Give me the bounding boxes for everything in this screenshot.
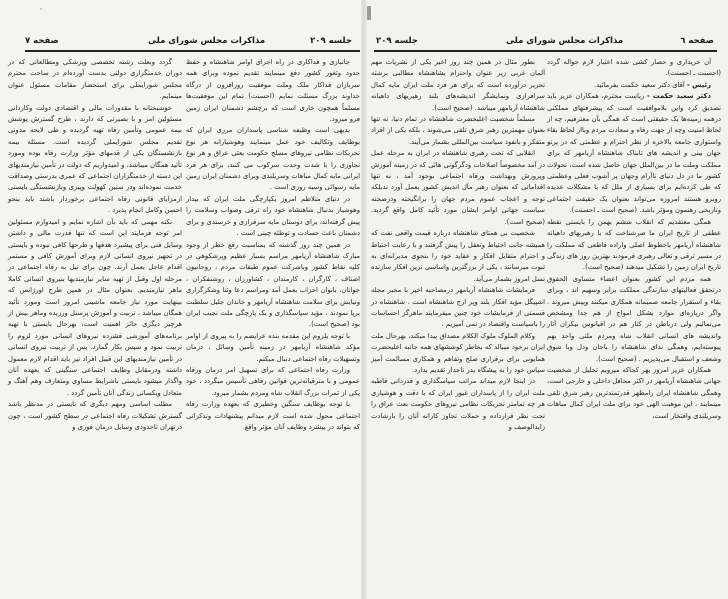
- session-number: جلسه ۲۰۹: [310, 36, 352, 46]
- paragraph-text: جانبازی و فداکاری در راه اجرای اوامر شاهنشاه و حفظ حدود وثغور کشور دفع مینمایند تقدیم نموده وبرای همه سربازان فداکار ملک وملت موفقیت روزافزون از درگاه خداوند بزرگ مسئلت نمایم (احسنت) تمام این موفقیت‌ها مسلماً همچون خاری است که برچشم دشمنان ایران زمین فرو میرود.: [186, 58, 360, 124]
- page-header: [0, 36, 364, 50]
- scan-speck: [367, 6, 371, 20]
- paragraph: [547, 91, 721, 216]
- paragraph-text: فرمایشات شاهنشاه آریامهر درمصاحبه اخیر با مخبر مجله اشپیگل مؤید افکار بلند وپر ارج شاهنشاه است . شاهنشاه در قسمتی از فرمایشات خود چنین میفرمایند ماهرگز احساسات را باسیاست واقتصاد در نمی آمیزیم .: [371, 286, 545, 329]
- paragraph-text: خوشبختانه با مقدورات مالی و اقتصادی دولت وکاردانی مسئولین امر و با بصیرتی که دارند ، طرح گسترش پوشش بیمه عمومی وتأمین رفاه تهیه گردیده و طی لایحه مدونی تقدیم مجلس شورایملی گردیده است. مسئله بیمه بازنشستگان یکی از قدمهای مؤثر وزارت رفاه بوده ومورد تأئید همگان میباشد، و امیدواریم که دولت در تأمین نیازمندیهای این دسته از خدمتگزاران اجتماعی که عمری بدرستی وصداقت خدمت نموده‌اند ودر سنین کهولت وپیری وبازنشستگی بایستی ازمزایای قانونی رفاه اجتماعی برخوردار باشند باید بنحو احسن وکامل انجام پذیرد .: [8, 103, 182, 215]
- page-gutter: [361, 0, 367, 599]
- paragraph: [371, 376, 545, 433]
- publication-title: مذاکرات مجلس شورای ملی: [148, 36, 266, 46]
- header-rule: [374, 50, 717, 52]
- page-number: صفحه ۷: [25, 36, 59, 46]
- paragraph: [371, 285, 545, 331]
- session-number: جلسه ۲۰۹: [376, 36, 418, 46]
- paragraph-text: گردد وبعلت رشته تخصصی وپزشکی ومطالعاتی که در دوران خدمتگزاری دولتی بدست آورده‌ام در ساحت محترم مجلس شورایملی برای استحضار مقامات مسئول عنوان مینمایم.: [8, 58, 182, 101]
- paragraph: [8, 103, 182, 217]
- paragraph: [186, 331, 360, 365]
- paragraph: [547, 57, 721, 80]
- text-column-left: [8, 57, 182, 433]
- publication-title: مذاکرات مجلس شورای ملی: [506, 36, 624, 46]
- paragraph-text: همه مردم این کشور بعنوان اعضاء متساوی الحقوق درتحقق فعالیتهای سازندگی مملکت برابر وسهیم اند ، وبرای بقاء و استقرار جامعه صمیمانه همکاری میکنند وپیش میروند . واگر درپاره‌ای موارد بشکل امواج از هم جدا ومشخص می‌نمائیم ولی درباطن در کنار هم در اقیانوس بیکران آثار واندیشه های انسانی انقلاب شاه ومردم ملتی واحد بهم پیوسته‌ایم، وهمگی ندای شاهنشاه را باجان ودل وبا شوق وشعف و استقبال می‌پذیریم . (صحیح است).: [547, 274, 721, 363]
- paragraph-text: انقلابی که تحت رهبری شاهنشاه در ایران به مرحله عمل در آمد مخصوصاً اصلاحات ودگرگونی هائی که در زمینه آموزش وپرورش وبهداشت ورفاه اجتماعی بوجود آمد ، نه تنها اقداماتی که بعنوان رهبر مآل اندیش کشور بعمل آورد ندبلکه توجه و اعجاب عموم مردم جهان را برانگیخته ودرصحنه سیاست جهانی اوامر ایشان مورد تأئید کامل واقع گردید. (صحیح است).: [371, 149, 545, 226]
- paragraph: [547, 274, 721, 365]
- right-page: [364, 0, 728, 599]
- paragraph: [547, 365, 721, 422]
- paragraph-text: ریاست محترم، همکاران عزیز باید تصدیق کرد واین بلاموافقیت است که پیشرفتهای مملکتی درهمه زمینه‌ها یک حقیقتی است که همگی بآن معترفیم، چه از لحاظ امنیت وچه از جهت رفاه و سعادت مردم وبااز لحاظ بقاء واستواری جامعه بالاخره از نظر احترام و عظمتی که در پرتو جهان بینی و اندیشه های تابناک شاهنشاه آریامهر که برای مملکت وملت ما در بین‌الملل جهان حاصل شده است، تحولات کشور ما در دل دنیای ناآرام وجهان پر آشوب فعلی وعظمتی که طی کرده‌ایم برای بسیاری از ملل که با مشکلات عدیده روبرو هستند امروزه می‌تواند بعنوان یک حقیقت اجتماعی وتاریخی رهنمون ومؤثر باشد. (صحیح است ـ احسنت).: [547, 92, 721, 215]
- paragraph: [371, 331, 545, 377]
- paragraph-text: آقای دکتر سعید حکمت بفرمائید.: [593, 80, 685, 89]
- speaker-name: دکتر سعید حکمت -: [647, 92, 711, 101]
- paragraph-text: وزارت رفاه اجتماعی که برای تسهیل امر درمان ورفاه عمومی و با مترقیانه‌ترین قوانین رفاهی تأسیس میگردد ، خود یکی از ثمرات بزرگ انقلاب شاه ومردم بشمار میرود.: [186, 365, 360, 397]
- paragraph-text: بطور مثال در همین چند روز اخیر یکی از نشریات مهم آلمان غربی زیر عنوان واحترام بشاهنشاه مطالبی برشته تحریر درآورده است که برای هر فرد ملت ایران مایه کمال سرافرازی ونمایشگر اندیشه‌های بلند رهبریهای داهیانه شاهنشاه آریامهر میباشد. (صحیح است).: [371, 58, 545, 112]
- paragraph: [547, 217, 721, 274]
- paragraph: [186, 365, 360, 399]
- paragraph: [186, 399, 360, 433]
- paragraph: [547, 80, 721, 91]
- paragraph: [186, 194, 360, 240]
- paragraph: [371, 148, 545, 228]
- paragraph: [8, 217, 182, 400]
- page-header: [364, 36, 728, 50]
- paragraph-text: نکته مهمی که باید بآن اشاره نمایم و امیدوارم مسئولین امر توجه فرمایند این است که تنها قدرت مالی و داشتن وسایل فنی برای پیشبرد هدفها و طرحها کافی نبوده و بایستی در تجهیز نیروی انسانی لازم وبرای آموزش کافی و مستمر اقدام عاجل بعمل آرند. چون برای نیل به رفاه اجتماعی در مرحله اول وقبل از تهیه سایر نیازمندیها بنیروی انسانی کاملا ماهر نیازمندیم. بعنوان مثال در همین طرح اورژانس که بینهایت مورد نیاز جامعه ماشینی امروز است ومورد تأئید همگان میباشد ، تربیت و آموزش پرسنل ورزیده وماهر بیش از هرچیز دیگری حائز اهمیت است، بهرحال بایستی با تهیه برنامه‌های آموزشی فشرده نیروهای انسانی مورد لزوم را تربیت نمود و سپس بکار گمارد. پس از تربیت نیروی انسانی در تأمین نیازمندیهای این قبیل افراد نیز باید اقدام لازم معمول داشته ودرمقابل وظایف اجتماعی سنگینی که بعهده آنان واگذار میشود بایستی باشرایط مساوی ومتعارف وهم آهنگ و متعادل ویکسانی زندگی آنان تأمین گردد .: [8, 217, 182, 397]
- paragraph-text: مسلماً شخصیت اعلیحضرت شاهنشاه در تمام دنیا، نه تنها بعنوان مهمترین رهبر شرق تلقی می‌شوند ، بلکه یکی از افراد متفکر و بانفوذ سیاست بین‌المللی بشمار می‌آیند.: [371, 115, 545, 146]
- paragraph: [371, 114, 545, 148]
- paragraph-text: با توجه بلزوم این مقدمه بنده عرایضم را به پیروی از اوامر مؤکد شاهنشاه آریامهر در زمینه تأمین وسائل ، درمان وتسهیلات رفاه اجتماعی دنبال میکنم.: [186, 331, 360, 363]
- paragraph-text: مطلب اساسی ومهم دیگری که بایستی در مدنظر باشد گسترش تشکیلات رفاه اجتماعی در سطح کشور است ، چون درتهران تاحدودی وسایل درمان فوری و: [8, 400, 182, 431]
- paragraph-text: همکاران عزیز امروز بهر کجاکه میرویم تجلیل از شخصیت جهانی شاهنشاه آریامهر در اکثر محافل داخلی و خارجی است، وهمگی شاهنشاه ایران رامظهر قدرتمندترین رهبر شرق تلقی مینمایند ، این موهبت الهی خود برای ملت ایران کمال مباهات وسربلندی وافتخار است،: [547, 365, 721, 420]
- paragraph: [186, 57, 360, 125]
- speaker-name: رئیس -: [686, 80, 711, 89]
- paragraph: [371, 228, 545, 285]
- paragraph-text: وکلام الملوک ملوک الکلام مصداق پیدا میکند، بهرحال ملت ایران برخود میبالد که بخاطر کوششهای همه جانبه اعلیحضرت همایونی برای برقراری صلح وتفاهم و همکاری مسالمت آمیز سپاس خود را به پیشگاه پدر تاجدار تقدیم بدارد.: [371, 331, 545, 374]
- scan-speck: [40, 8, 42, 10]
- text-column-right: [547, 57, 721, 422]
- paragraph: [186, 125, 360, 193]
- paragraph-text: با توجه بوظایف سنگین وخطیری که بعهده وزارت رفاه اجتماعی محول شده است لازم میدانم پیشنهادات وتذکراتی که بتواند در پیشرد وظایف آنان مؤثر واقع: [186, 400, 360, 431]
- paragraph-text: بدیهی است وظیفه شناسی پاسداران مرزی ایران که بوظایف وتکالیف خود عمل مینمایند وهوشیارانه هر نوع تحریکات نظامی نیروهای مسلح حکومت بعثی عراق و هر نوع تجاوزی را با شدت وحدت سرکوب می کنند، برای هر فرد ایرانی مایه کمال مباهات وسربلندی وبرای دشمنان ایران زمین مایه رسوائی وسیه روزی است .: [186, 126, 360, 192]
- paragraph: [8, 57, 182, 103]
- text-column-right: [186, 57, 360, 433]
- paragraph: [371, 57, 545, 114]
- text-column-left: [371, 57, 545, 433]
- paragraph-text: شخصیت بی همتای شاهنشاه درباره قیمت واقعی نفت که همیشه جانب احتیاط وتعقل را پیش گرفتند و با رعایت احتیاط و احترام متقابل افکار و عقاید خود را بنحوی مدبرانه‌ای به ثبوت میرسانند ، یکی از بزرگترین واساسی ترین افکار سازنده نسل امروز بشمار می‌آید.: [371, 229, 545, 283]
- paragraph: [186, 240, 360, 331]
- paragraph: [8, 399, 182, 433]
- paragraph-text: همگی معتقدیم که انقلاب ششم بهمن را بایستی نقطه عطفی از تاریخ ایران ما صرشناخت که با رهبریهای داهیانه شاهنشاه آریامهر باخطوط اصلی واراده قاطعی که مملکت را در مسیر ترقی و تعالی رهبری فرمودند بهترین روز های زندگی تاریخ ایران زمین را تشکیل میدهند (صحیح است).: [547, 217, 721, 272]
- page-number: صفحه ٦: [680, 36, 714, 46]
- paragraph-text: آن خریداری و حصار کشی شده اعتبار لازم حواله گردد (احسنت ـ احسنت).: [547, 58, 721, 78]
- paragraph-text: در همین چند روز گذشته که بمناسبت رفع خطر از وجود مبارک شاهنشاه آریامهر مراسم بسیار عظیم وپرشکوهی در کلیه نقاط کشور وباشرکت عموم طبقات مردم ، روحانیون اصناف ، کارگران ، کارمندان ، کشاورزان ، روشنفکران ، جوانان، بانوان احزاب بعمل آمد ومراسم دعا وثنا وشکرگزاری ونیایش برای سلامت شاهنشاه آریامهر و خاندان جلیل سلطنت برپا نمودند ، مؤید سپاسگذاری و یک پارچگی ملت نجیب ایران بود (صحیح است).: [186, 240, 360, 329]
- paragraph-text: در دنیای متلاطم امروز یکپارچگی ملت ایران که بیدار وهوشیار بدنبال شاهنشاه خود راه ترقی وصواب وسلامت را پیش گرفته‌اند، برای دوستان مایه سرفرازی و خرسندی و برای دشمنان باعث حسادت و توطئه چینی است .: [186, 194, 360, 238]
- paragraph-text: در اینجا لازم میداند مراتب سپاسگذاری و قدردانی قاطبه ملت ایران را از پاسداران غیور ایران که با دقت و هوشیاری هر چه تمامتر تحریکات نظامی نیروهای حکومت بعث عراق را تحت نظر قرارداده و حملات تجاوز کارانه آنان را بارشادت زایدالوصف و: [371, 377, 545, 431]
- header-rule: [25, 50, 360, 52]
